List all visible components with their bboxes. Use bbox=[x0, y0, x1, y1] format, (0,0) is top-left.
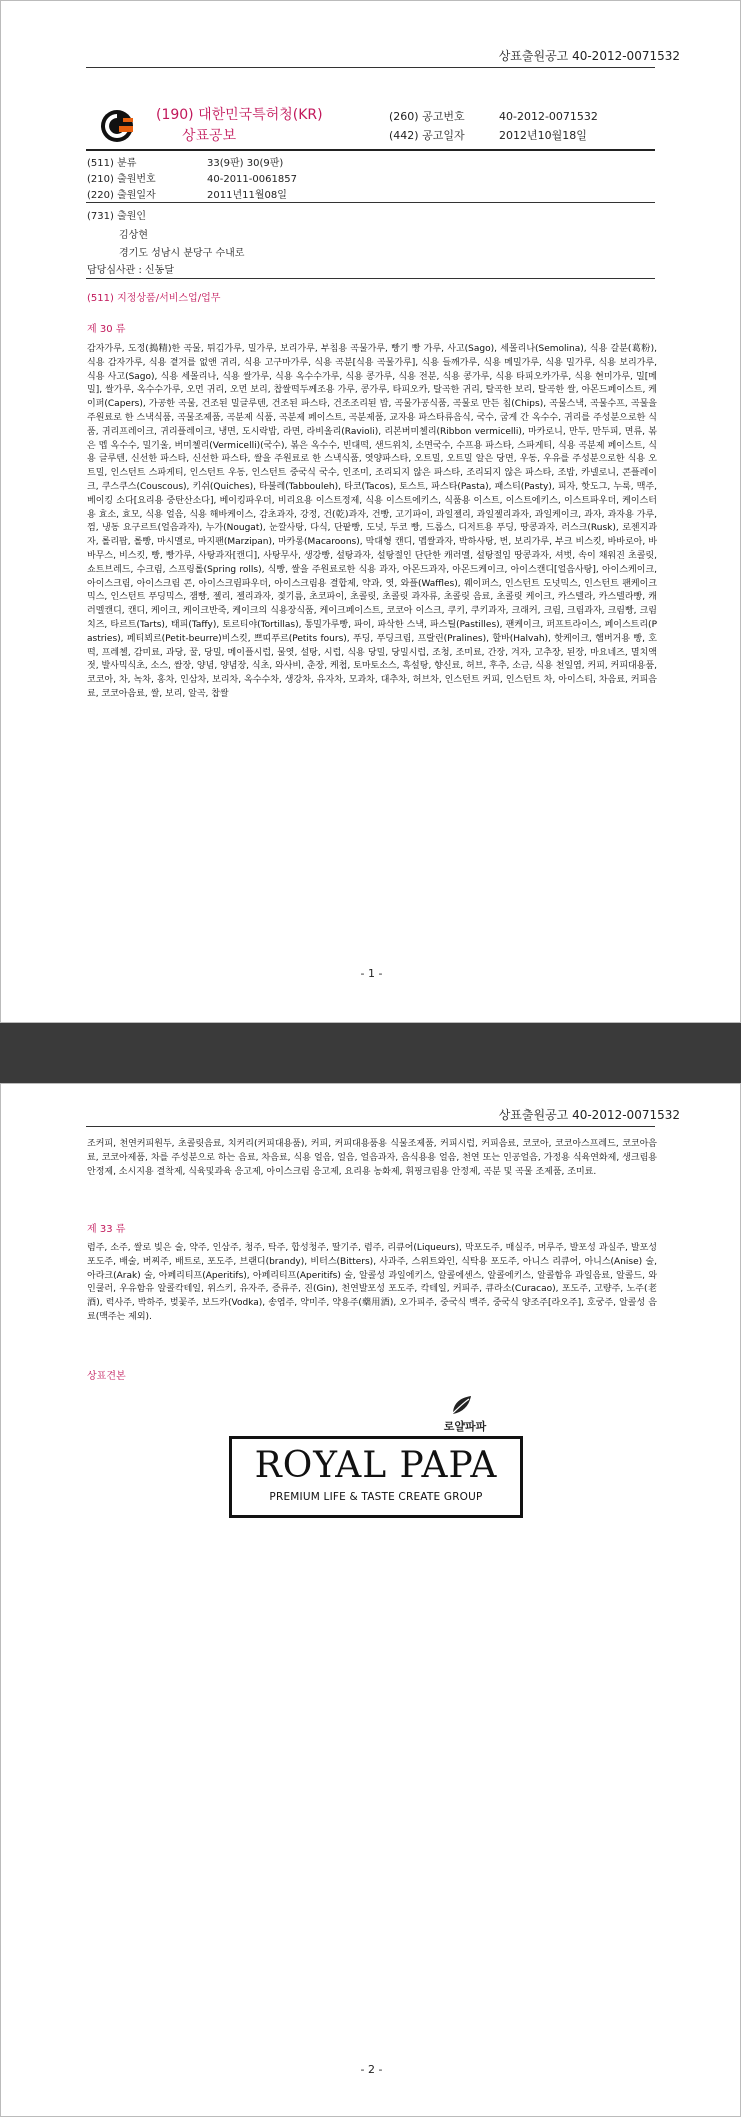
pub-no-label: (260) 공고번호 bbox=[389, 110, 465, 123]
meta-app-date: (220) 출원일자 2011년11월08일 bbox=[87, 190, 287, 201]
examiner: 담당심사관 : 신동달 bbox=[87, 265, 175, 276]
meta-rule bbox=[86, 202, 655, 203]
applicant-address: 경기도 성남시 분당구 수내로 bbox=[119, 248, 245, 259]
meta-class: (511) 분류 33(9판) 30(9판) bbox=[87, 158, 284, 169]
page-1 bbox=[0, 0, 741, 1023]
class-30-goods: 감자가루, 도정(搗精)한 곡물, 튀김가루, 밀가루, 보리가루, 부침용 곡물가루, 빵기 빵 가루, 사고(Sago), 세몰리나(Semolina), 식용 갈분(葛粉), 식용 감자가루, 식용 곁겨를 없앤 귀리, 식용 고구마가루, 식용 곡분[식용 곡물가루], 식용 들깨가루, 식용 메밀가루, 식용 밀가루, 식용 보리가루, 식용 사고(Sago), 식용 세몰리나, 식용 쌀가루, 식용 옥수수가루, 식용 콩가루, 식용 전분, 식용 콩가루, 식용 타피오카가루, 식용 현미가루, 밀[메밀], 쌀가루, 옥수수가루, 오먼 귀리, 오먼 보리, 찹쌀떡두께조용 가루, 콩가루, 타피오카, 탈곡한 귀리, 탈곡한 보리, 탈곡한 쌀, 아몬드페이스트, 케이퍼(Capers), 가공한 곡물, 건조된 밀글루텐, 건조된 파스타, 건조조리된 밥, 곡물가공식품, 곡물로 만든 칩(Chips), 곡물스낵, 곡물수프, 곡물을 주원료로 한 스낵식품, 곡물조제품, 곡분제 식품, 곡분제 페이스트, 곡분제품, 교자용 파스타류음식, 국수, 굽게 간 옥수수, 귀리를 주성분으로한 식품, 귀리프레이크, 귀리플레이크, 냉면, 도시락밥, 라면, 라비올리(Ravioli), 리본버미첼리(Ribbon vermicelli), 마카로니, 만두, 만두피, 면류, 볶은 멥 옥수수, 밀기울, 버미첼리(Vermicelli)(국수), 볶은 옥수수, 빈대떡, 샌드위치, 소면국수, 수프용 파스타, 스파게티, 식용 곡분제 페이스트, 식용 글루텐, 신선한 파스타, 신선한 파스타, 쌀을 주원료로 한 스낵식품, 엿양파스타, 오트밀, 오트밀 알은 당면, 우동, 우유를 주성분으로한 식용 오트밀, 인스턴트 스파게티, 인스턴트 우동, 인스턴트 중국식 국수, 인조미, 조리되지 않은 파스타, 조리되지 않은 파스타, 조밥, 카넬로니, 콘플레이크, 쿠스쿠스(Couscous), 키쉬(Quiches), 타불레(Tabbouleh), 타코(Tacos), 토스트, 파스타(Pasta), 패스티(Pasty), 피자, 핫도그, 누룩, 맥주, 베이킹 소다[요리용 중탄산소다], 베이킹파우더, 비리요용 이스트정제, 식용 이스트에키스, 식품용 이스트, 이스트에키스, 이스트파우더, 케이스터용 효소, 효모, 식용 얼음, 식용 해바케이스, 감초과자, 강정, 건(乾)과자, 건빵, 고기파이, 과일젤리, 과일젤리과자, 과일케이크, 과자, 과자용 가루, 껌, 냉동 요구르트(얼음과자), 누가(Nougat), 눈깔사탕, 다식, 단팥빵, 도넛, 두코 빵, 드롭스, 디저트용 푸딩, 땅콩과자, 러스크(Rusk), 로젠지과자, 롤리팝, 롤빵, 마시멜로, 마지팬(Marzipan), 마카롱(Macaroons), 막대형 캔디, 멥쌀과자, 박하사탕, 번, 보리가루, 부크 비스킷, 바바로아, 바바무스, 비스킷, 빵, 빵가루, 사탕과자[캔디], 사탕무사, 생강빵, 설탕과자, 설탕절인 단단한 캐러멜, 설탕절임 땅콩과자, 셔벗, 속이 채워진 초콜릿, 쇼트브레드, 수크림, 스프링롤(Spring rolls), 식빵, 쌀을 주원료로한 식용 과자, 아몬드과자, 아몬드케이크, 아이스캔디[얼음사탕], 아이스케이크, 아이스크림, 아이스크림 콘, 아이스크림파우더, 아이스크림용 결합제, 약과, 엿, 와플(Waffles), 웨이퍼스, 인스턴트 도넛믹스, 인스턴트 팬케이크 믹스, 인스턴트 푸딩믹스, 잼빵, 젤리, 젤리과자, 젖기름, 초코파이, 초콜릿, 초콜릿 과자류, 초콜릿 음료, 초콜릿 케이크, 카스텔라, 카스텔라빵, 캐러멜캔디, 캔디, 케이크, 케이크반죽, 케이크의 식용장식품, 케이크페이스트, 코코아 이스크, 쿠키, 쿠키과자, 크래커, 크림, 크림과자, 크림빵, 크림치즈, 타르트(Tarts), 태피(Taffy), 토르티야(Tortillas), 통밀가루빵, 파이, 파삭한 스낵, 파스틸(Pastilles), 팬케이크, 퍼프트라이스, 페이스트리(Pastries), 페티뵈르(Petit-beurre)비스킷, 쁘띠푸르(Petits fours), 푸딩, 푸딩크림, 프랄린(Pralines), 할바(Halvah), 핫케이크, 햄버거용 빵, 호떡, 프레첼, 감미료, 과당, 꿀, 당밀, 메이플시럽, 물엿, 설탕, 시럽, 식용 당밀, 당밀시럽, 조청, 조미료, 간장, 겨자, 고추장, 된장, 마요네즈, 멸치액젓, 발사믹식초, 소스, 쌈장, 양념, 양념장, 식초, 와사비, 춘장, 케첩, 토마토소스, 흑설탕, 향신료, 허브, 후추, 소금, 식용 천일염, 커피, 커피대용품, 코코아, 차, 녹차, 홍차, 인삼차, 보리차, 옥수수차, 생강차, 유자차, 모과차, 대추차, 허브차, 인스턴트 커피, 인스턴트 차, 아이스티, 차음료, 커피음료, 코코아음료, 쌀, 보리, 알곡, 찹쌀 bbox=[87, 344, 657, 699]
meta-app-no: (210) 출원번호 40-2011-0061857 bbox=[87, 174, 297, 185]
kipo-subtitle: 상표공보 bbox=[182, 128, 237, 144]
page-header: 상표출원공고 40-2012-0071532 bbox=[498, 1108, 680, 1122]
page-number-2: - 2 - bbox=[360, 2063, 383, 2076]
title-rule bbox=[86, 149, 655, 151]
class-33-label: 제 33 류 bbox=[87, 1224, 126, 1235]
logo-frame bbox=[229, 1436, 523, 1518]
kipo-title-block bbox=[156, 105, 323, 147]
royal-papa-logo bbox=[229, 1394, 523, 1534]
designated-goods-label: (511) 지정상품/서비스업/업무 bbox=[87, 293, 221, 304]
page-header: 상표출원공고 40-2012-0071532 bbox=[498, 49, 680, 63]
applicant-label: (731) 출원인 bbox=[87, 211, 147, 222]
pub-date-label: (442) 공고일자 bbox=[389, 129, 465, 142]
class-30-label: 제 30 류 bbox=[87, 324, 126, 335]
logo-korean: 로얄파파 bbox=[443, 1420, 487, 1433]
applicant-rule bbox=[86, 278, 655, 279]
page-2 bbox=[0, 1083, 741, 2117]
header-rule bbox=[86, 67, 655, 68]
class-33-goods: 럼주, 소주, 쌀로 빚은 술, 약주, 인삼주, 청주, 탁주, 합성청주, 딸기주, 럼주, 리큐어(Liqueurs), 막포도주, 매실주, 머루주, 발포성 과실주, 발포성 포도주, 배술, 버찌주, 배트로, 포도주, 브랜디(brandy), 비터스(Bitters), 사과주, 스위트와인, 식탁용 포도주, 아니스 리큐어, 아니스(Anise) 술, 아라크(Arak) 술, 아페리티프(Aperitifs), 아페리티프(Aperitifs) 술, 알콜성 과일에키스, 알콜에센스, 알콜에키스, 알콜함유 과일음료, 알콜드, 와인쿨러, 우유함유 알콜칵테일, 위스키, 유자주, 증류주, 진(Gin), 천연발포성 포도주, 칵테일, 커피주, 큐라소(Curacao), 포도주, 고량주, 노주(老酒), 럭사주, 박하주, 벚꽃주, 보드카(Vodka), 송엽주, 약미주, 약용주(藥用酒), 오가피주, 중국식 백주, 중국식 양조주[라오주], 호궁주, 알콜성 음료(맥주는 제외). bbox=[87, 1243, 657, 1322]
trademark-sample-label: 상표견본 bbox=[87, 1371, 126, 1382]
pub-date-value: 2012년10월18일 bbox=[499, 129, 587, 142]
page-gap bbox=[0, 1023, 741, 1083]
class-30-goods-continued: 조커피, 천연커피원두, 초콜릿음료, 치커리(커피대용품), 커피, 커피대용품용 식물조제품, 커피시럽, 커피음료, 코코아, 코코아스프레드, 코코아음료, 코코아제품, 차를 주성분으로 하는 음료, 차음료, 식용 얼음, 얼음, 얼음과자, 음식용용 얼음, 천연 또는 인공얼음, 가정용 식육연화제, 생크림용 안정제, 소시지용 결착제, 식육및과육 응고제, 아이스크림 응고제, 요리용 농화제, 휘핑크림용 안정제, 곡분 및 곡물 조제품, 조미료. bbox=[87, 1139, 657, 1177]
leaf-icon bbox=[449, 1394, 475, 1416]
logo-tagline: PREMIUM LIFE & TASTE CREATE GROUP bbox=[269, 1491, 483, 1503]
header-rule bbox=[86, 1126, 655, 1127]
publication-info bbox=[389, 107, 598, 145]
applicant-name: 김상현 bbox=[119, 230, 148, 241]
page-number-1: - 1 - bbox=[360, 967, 383, 980]
logo-main-text: ROYAL PAPA bbox=[254, 1445, 498, 1486]
kipo-logo-icon bbox=[99, 108, 135, 144]
kipo-title: (190) 대한민국특허청(KR) bbox=[156, 107, 323, 123]
pub-no-value: 40-2012-0071532 bbox=[499, 110, 598, 123]
